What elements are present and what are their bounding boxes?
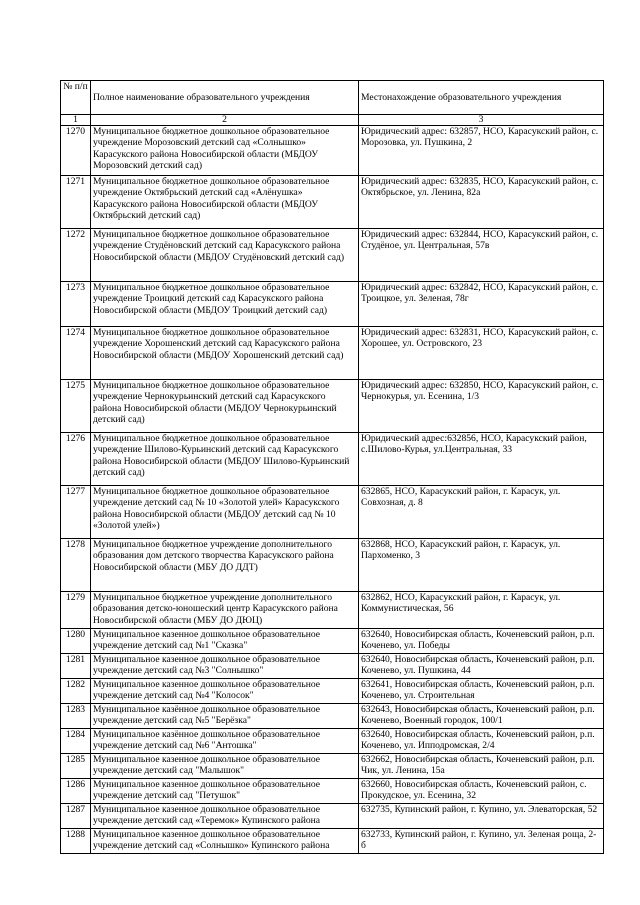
institution-address: 632640, Новосибирская область, Коченевский район, р.п. Коченево, ул. Пушкина, 44 <box>359 654 604 679</box>
institution-address: 632641, Новосибирская область, Коченевский район, р.п. Коченево, ул. Строительная <box>359 679 604 704</box>
row-number: 1276 <box>61 433 91 486</box>
institution-address: Юридический адрес: 632857, НСО, Карасукский район, с. Морозовка, ул. Пушкина, 2 <box>359 126 604 176</box>
institution-name: Муниципальное бюджетное дошкольное образовательное учреждение Студёновский детский сад Карасукского района Новосибирской области (МБДОУ Студёновский детский сад) <box>91 229 359 282</box>
table-row <box>61 433 604 486</box>
institution-name: Муниципальное бюджетное учреждение дополнительного образования детско-юношеский центр Карасукского района Новосибирской области (МБУ ДО ДЮЦ) <box>91 592 359 629</box>
table-row <box>61 779 604 804</box>
row-number: 1283 <box>61 704 91 729</box>
table-row <box>61 327 604 380</box>
institution-address: Юридический адрес: 632844, НСО, Карасукский район, с. Студёное, ул. Центральная, 57в <box>359 229 604 282</box>
institution-name: Муниципальное казенное дошкольное образовательное учреждение детский сад "Малышок" <box>91 754 359 779</box>
table-row <box>61 729 604 754</box>
row-number: 1278 <box>61 539 91 592</box>
row-number: 1285 <box>61 754 91 779</box>
table-row <box>61 629 604 654</box>
table-row <box>61 176 604 229</box>
row-number: 1288 <box>61 829 91 854</box>
row-number: 1281 <box>61 654 91 679</box>
institution-name: Муниципальное бюджетное дошкольное образовательное учреждение Чернокурьинский детский сад Карасукского района Новосибирской области (МБДОУ Чернокурьинский детский сад) <box>91 380 359 433</box>
header-address: Местонахождение образовательного учреждения <box>359 81 604 115</box>
institution-address: Юридический адрес: 632842, НСО, Карасукский район, с. Троицкое, ул. Зеленая, 78г <box>359 282 604 327</box>
table-row <box>61 704 604 729</box>
row-number: 1279 <box>61 592 91 629</box>
column-number-3: 3 <box>359 115 604 126</box>
table-row <box>61 679 604 704</box>
institutions-table <box>60 80 604 854</box>
institution-name: Муниципальное бюджетное дошкольное образовательное учреждение детский сад № 10 «Золотой улей» Карасукского района Новосибирской области (МБДОУ детский сад № 10 «Золотой улей») <box>91 486 359 539</box>
institution-address: 632640, Новосибирская область, Коченевский район, р.п. Коченево, ул. Ипподромская, 2/4 <box>359 729 604 754</box>
table-row <box>61 380 604 433</box>
institution-name: Муниципальное казенное дошкольное образовательное учреждение детский сад №4 "Колосок" <box>91 679 359 704</box>
institution-name: Муниципальное бюджетное дошкольное образовательное учреждение Троицкий детский сад Карасукского района Новосибирской области (МБДОУ Троицкий детский сад) <box>91 282 359 327</box>
institution-address: 632733, Купинский район, г. Купино, ул. Зеленая роща, 2-б <box>359 829 604 854</box>
institution-address: Юридический адрес: 632835, НСО, Карасукский район, с. Октябрьское, ул. Ленина, 82а <box>359 176 604 229</box>
header-num: № п/п <box>61 81 91 115</box>
institution-address: 632862, НСО, Карасукский район, г. Карасук, ул. Коммунистическая, 56 <box>359 592 604 629</box>
institution-name: Муниципальное бюджетное учреждение дополнительного образования дом детского творчества Карасукского района Новосибирской области (МБУ ДО ДДТ) <box>91 539 359 592</box>
row-number: 1286 <box>61 779 91 804</box>
row-number: 1272 <box>61 229 91 282</box>
row-number: 1273 <box>61 282 91 327</box>
institution-name: Муниципальное казенное дошкольное образовательное учреждение детский сад «Теремок» Купинского района <box>91 804 359 829</box>
institution-name: Муниципальное казенное дошкольное образовательное учреждение детский сад №1 "Сказка" <box>91 629 359 654</box>
table-row <box>61 754 604 779</box>
row-number: 1277 <box>61 486 91 539</box>
institution-name: Муниципальное казенное дошкольное образовательное учреждение детский сад "Петушок" <box>91 779 359 804</box>
row-number: 1271 <box>61 176 91 229</box>
table-row <box>61 654 604 679</box>
row-number: 1282 <box>61 679 91 704</box>
column-index-row <box>61 115 604 126</box>
row-number: 1287 <box>61 804 91 829</box>
header-name: Полное наименование образовательного учреждения <box>91 81 359 115</box>
table-row <box>61 282 604 327</box>
institution-name: Муниципальное бюджетное дошкольное образовательное учреждение Хорошенский детский сад Карасукского района Новосибирской области (МБДОУ Хорошенский детский сад) <box>91 327 359 380</box>
row-number: 1275 <box>61 380 91 433</box>
institution-address: 632735, Купинский район, г. Купино, ул. Элеваторская, 52 <box>359 804 604 829</box>
row-number: 1270 <box>61 126 91 176</box>
column-number-1: 1 <box>61 115 91 126</box>
institution-name: Муниципальное казенное дошкольное образовательное учреждение детский сад «Солнышко» Купинского района <box>91 829 359 854</box>
institution-name: Муниципальное казённое дошкольное образовательное учреждение детский сад №5 "Берёзка" <box>91 704 359 729</box>
table-row <box>61 539 604 592</box>
institution-address: Юридический адрес:632856, НСО, Карасукский район, с.Шилово-Курья, ул.Центральная, 33 <box>359 433 604 486</box>
row-number: 1274 <box>61 327 91 380</box>
table-body <box>61 81 604 854</box>
table-row <box>61 126 604 176</box>
institution-name: Муниципальное бюджетное дошкольное образовательное учреждение Шилово-Курьинский детский сад Карасукского района Новосибирской области (МБДОУ Шилово-Курьинский детский сад) <box>91 433 359 486</box>
institution-address: Юридический адрес: 632831, НСО, Карасукский район, с. Хорошее, ул. Островского, 23 <box>359 327 604 380</box>
table-row <box>61 829 604 854</box>
table-row <box>61 229 604 282</box>
table-row <box>61 804 604 829</box>
header-row <box>61 81 604 115</box>
row-number: 1284 <box>61 729 91 754</box>
table-row <box>61 486 604 539</box>
institution-name: Муниципальное бюджетное дошкольное образовательное учреждение Морозовский детский сад «Солнышко» Карасукского района Новосибирской области (МБДОУ Морозовский детский сад) <box>91 126 359 176</box>
institution-address: 632868, НСО, Карасукский район, г. Карасук, ул. Пархоменко, 3 <box>359 539 604 592</box>
institution-address: 632660, Новосибирская область, Коченевский район, с. Прокудское, ул. Есенина, 32 <box>359 779 604 804</box>
institution-address: 632643, Новосибирская область, Коченевский район, р.п. Коченево, Военный городок, 100/1 <box>359 704 604 729</box>
institution-address: 632662, Новосибирская область, Коченевский район, р.п. Чик, ул. Ленина, 15а <box>359 754 604 779</box>
institution-address: 632640, Новосибирская область, Коченевский район, р.п. Коченево, ул. Победы <box>359 629 604 654</box>
table-row <box>61 592 604 629</box>
institution-address: 632865, НСО, Карасукский район, г. Карасук, ул. Совхозная, д. 8 <box>359 486 604 539</box>
institution-name: Муниципальное бюджетное дошкольное образовательное учреждение Октябрьский детский сад «Алёнушка» Карасукского района Новосибирской области (МБДОУ Октябрьский детский сад) <box>91 176 359 229</box>
column-number-2: 2 <box>91 115 359 126</box>
institution-name: Муниципальное казенное дошкольное образовательное учреждение детский сад №3 "Солнышко" <box>91 654 359 679</box>
row-number: 1280 <box>61 629 91 654</box>
institution-address: Юридический адрес: 632850, НСО, Карасукский район, с. Чернокурья, ул. Есенина, 1/3 <box>359 380 604 433</box>
institution-name: Муниципальное казённое дошкольное образовательное учреждение детский сад №6 "Антошка" <box>91 729 359 754</box>
